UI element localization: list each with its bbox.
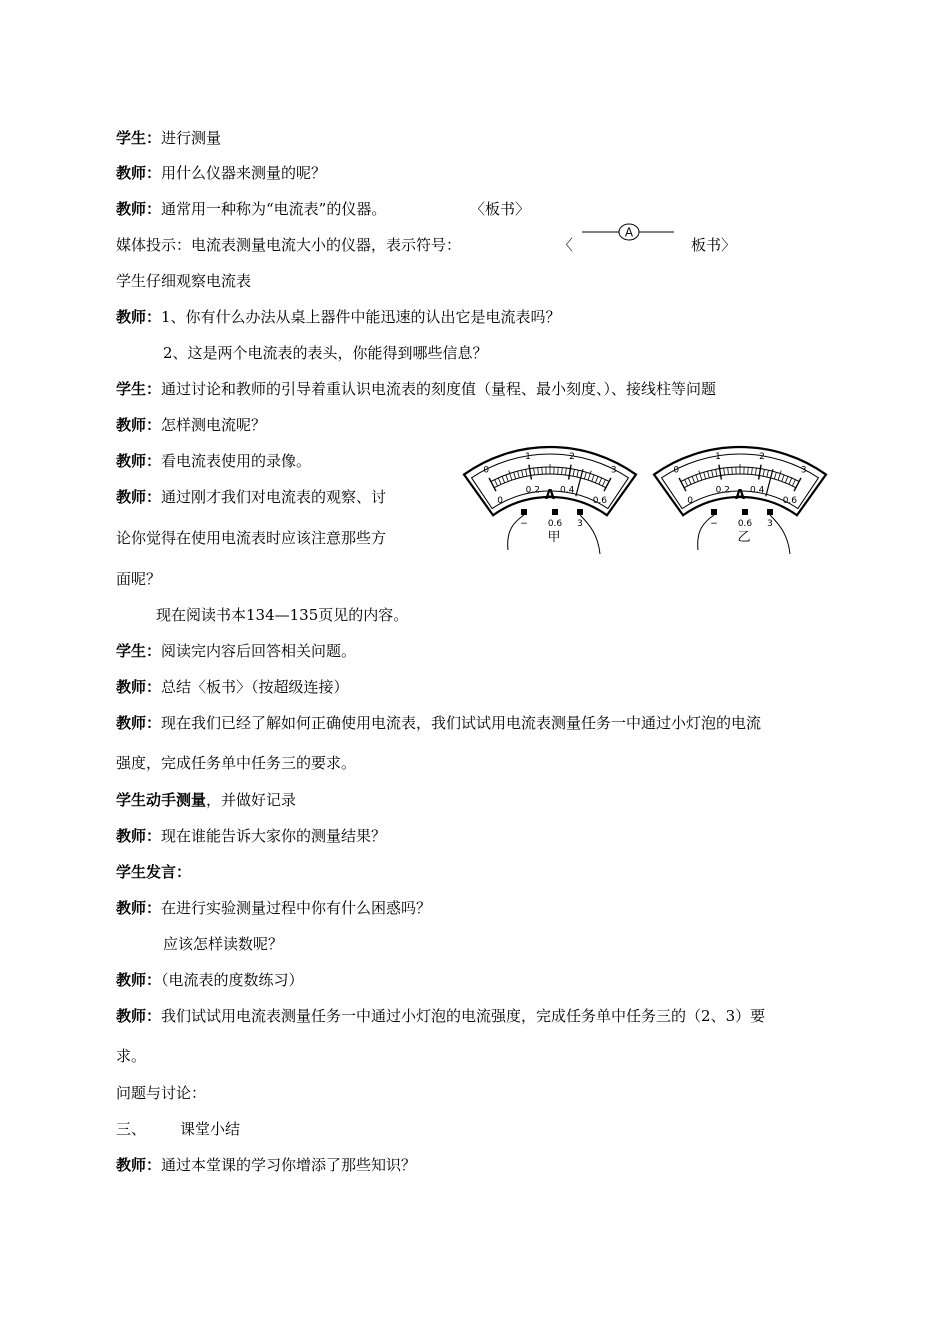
line-4: 媒体投示：电流表测量电流大小的仪器，表示符号：	[116, 236, 462, 254]
line-3: 教师：通常用一种称为“电流表”的仪器。	[116, 200, 387, 218]
terminal-label: 3	[577, 519, 583, 529]
upper-scale-label: 1	[525, 451, 531, 462]
scale-tick	[588, 471, 591, 480]
scale-tick	[506, 475, 508, 482]
line-24: 教师：（电流表的度数练习）	[116, 971, 304, 989]
lower-scale-label: 0.2	[715, 485, 730, 496]
lower-scale-label: 0.4	[750, 485, 765, 496]
lower-scale-label: 0.6	[782, 496, 798, 507]
line-25: 教师：我们试试用电流表测量任务一中通过小灯泡的电流强度，完成任务单中任务三的（2、3）要	[116, 1007, 766, 1025]
line-13: 面呢？	[116, 570, 162, 588]
upper-scale-label: 3	[610, 465, 617, 476]
line-18: 强度，完成任务单中任务三的要求。	[116, 754, 357, 772]
scale-tick	[716, 469, 717, 476]
scale-tick	[518, 471, 520, 478]
lower-scale-label: 0.2	[525, 485, 540, 496]
scale-tick	[728, 468, 729, 475]
line-2: 教师：用什么仪器来测量的呢？	[116, 164, 327, 182]
scale-tick	[529, 465, 531, 480]
scale-tick	[759, 465, 761, 480]
terminal-label: 0.6	[737, 519, 753, 529]
meter-unit: A	[734, 488, 746, 503]
upper-scale-label: 0	[483, 465, 490, 476]
scale-tick	[755, 468, 756, 475]
scale-tick	[719, 465, 721, 480]
scale-tick	[789, 478, 792, 484]
line-14: 现在阅读书本134—135页见的内容。	[156, 606, 409, 624]
upper-scale-label: 1	[715, 451, 721, 462]
line-17: 教师：现在我们已经了解如何正确使用电流表，我们试试用电流表测量任务一中通过小灯泡的电流	[116, 714, 762, 732]
ammeter-yi	[654, 447, 826, 554]
line-8: 学生：通过讨论和教师的引导着重认识电流表的刻度值（量程、最小刻度、）、接线柱等问题	[116, 380, 717, 398]
scale-tick	[573, 469, 574, 476]
blackboard-note-1: 〈板书〉	[470, 200, 531, 218]
lower-scale-label: 0	[497, 496, 503, 507]
scale-tick	[782, 475, 784, 482]
scale-tick	[688, 478, 691, 484]
line-10: 教师：看电流表使用的录像。	[116, 452, 312, 470]
scale-tick	[538, 468, 539, 475]
terminal-label: 3	[767, 519, 773, 529]
terminal-post	[711, 509, 717, 515]
line-22: 教师：在进行实验测量过程中你有什么困惑吗？	[116, 899, 432, 917]
terminal-post	[767, 509, 773, 515]
line-26: 求。	[116, 1047, 147, 1065]
line-15: 学生：阅读完内容后回答相关问题。	[116, 642, 357, 660]
line-12: 论你觉得在使用电流表时应该注意那些方	[116, 529, 387, 547]
scale-tick	[792, 480, 795, 486]
scale-tick	[752, 468, 753, 475]
scale-tick	[509, 471, 512, 480]
line-19: 学生动手测量，并做好记录	[116, 791, 297, 809]
lower-scale-label: 0.6	[592, 496, 608, 507]
line-27: 问题与讨论：	[116, 1084, 207, 1102]
ammeter-symbol-letter: A	[624, 225, 634, 240]
line-1: 学生：进行测量	[116, 129, 222, 147]
scale-tick	[712, 470, 714, 477]
scale-tick	[577, 470, 579, 477]
scale-tick	[602, 480, 605, 486]
line-16: 教师：总结〈板书〉（按超级连接）	[116, 678, 349, 696]
upper-scale-label: 0	[673, 465, 680, 476]
scale-tick	[565, 468, 566, 475]
meter-label: 甲	[547, 530, 561, 545]
ammeter-jia	[464, 447, 636, 554]
terminal-label: 0.6	[547, 519, 563, 529]
line-6: 教师：1、你有什么办法从桌上器件中能迅速的认出它是电流表吗？	[116, 308, 561, 326]
wire-right	[580, 515, 600, 554]
scale-tick	[599, 478, 602, 484]
line-5: 学生仔细观察电流表	[116, 272, 252, 290]
upper-scale-label: 3	[800, 465, 807, 476]
scale-tick	[534, 468, 535, 475]
line-21: 学生发言：	[116, 863, 192, 881]
terminal-post	[521, 509, 527, 515]
ammeter-figures	[458, 430, 838, 570]
scale-tick	[778, 471, 781, 480]
scale-tick	[767, 470, 769, 477]
meter-label: 乙	[737, 530, 751, 545]
line-11: 教师：通过刚才我们对电流表的观察、讨	[116, 488, 387, 506]
scale-tick	[595, 476, 598, 482]
terminal-post	[577, 509, 583, 515]
scale-tick	[699, 471, 702, 480]
terminal-post	[742, 509, 748, 515]
scale-tick	[774, 472, 776, 479]
line-7: 2、这是两个电流表的表头，你能得到哪些信息？	[163, 344, 488, 362]
scale-tick	[692, 476, 695, 482]
terminal-label: −	[710, 519, 718, 529]
meter-needle	[766, 469, 773, 496]
scale-tick	[685, 480, 688, 486]
lower-scale-label: 0	[687, 496, 693, 507]
upper-scale-label: 2	[569, 451, 575, 462]
line-28: 三、	[116, 1120, 147, 1138]
ammeter-symbol	[578, 219, 678, 245]
scale-tick	[526, 469, 527, 476]
scale-tick	[514, 472, 516, 479]
line-28-heading: 课堂小结	[180, 1120, 241, 1138]
line-23: 应该怎样读数呢？	[163, 935, 284, 953]
blackboard-note-2-right: 板书〉	[691, 236, 737, 254]
scale-tick	[522, 470, 524, 477]
scale-tick	[569, 465, 571, 480]
blackboard-note-2-left: 〈	[558, 236, 574, 254]
scale-tick	[763, 469, 764, 476]
scale-tick	[502, 476, 505, 482]
meter-unit: A	[544, 488, 556, 503]
terminal-post	[552, 509, 558, 515]
scale-tick	[498, 478, 501, 484]
scale-tick	[592, 475, 594, 482]
meter-needle	[576, 469, 583, 496]
lower-scale-label: 0.4	[560, 485, 575, 496]
scale-tick	[708, 471, 710, 478]
line-20: 教师：现在谁能告诉大家你的测量结果？	[116, 827, 387, 845]
scale-tick	[696, 475, 698, 482]
scale-tick	[724, 468, 725, 475]
wire-right	[770, 515, 790, 554]
scale-tick	[584, 472, 586, 479]
scale-tick	[562, 468, 563, 475]
upper-scale-label: 2	[759, 451, 765, 462]
scale-tick	[704, 472, 706, 479]
scale-tick	[495, 480, 498, 486]
scale-tick	[785, 476, 788, 482]
line-9: 教师：怎样测电流呢？	[116, 416, 267, 434]
terminal-label: −	[520, 519, 528, 529]
line-29: 教师：通过本堂课的学习你增添了那些知识？	[116, 1156, 417, 1174]
